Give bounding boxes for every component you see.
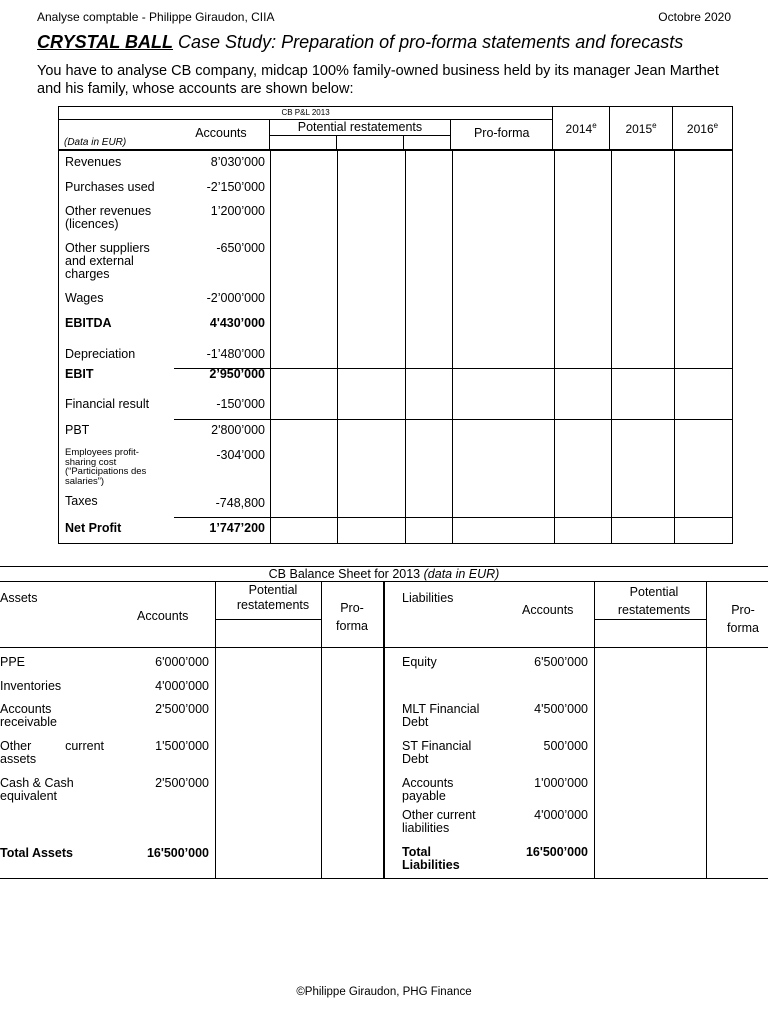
bs-liab-payable: Accounts payable 1'000’000 [402,776,588,803]
pl-row-ebitda: EBITDA 4'430’000 [65,316,265,330]
bs-liab-restatements-header: Potential restatements [617,585,691,617]
pl-row-taxes: Taxes -748,800 [65,494,265,510]
footer-copyright: ©Philippe Giraudon, PHG Finance [296,986,472,998]
pl-row-other-revenues: Other revenues (licences) 1’200’000 [65,204,265,231]
bs-liab-accounts-header: Accounts [522,603,574,617]
title-rest: Case Study: Preparation of pro-forma statements and forecasts [173,32,684,52]
bs-assets-proforma-header: Pro-forma [336,601,368,633]
bs-liab-st-debt: ST Financial Debt 500’000 [402,739,588,766]
bs-caption: CB Balance Sheet for 2013 (data in EUR) [0,567,768,582]
bs-asset-cash: Cash & Cash equivalent 2'500’000 [0,776,209,803]
pl-row-purchases: Purchases used -2’150’000 [65,180,265,194]
year-2014: 2014e [553,107,610,150]
pl-row-net-profit: Net Profit 1’747’200 [65,521,265,535]
bs-liab-total: Total Liabilities 16'500’000 [402,845,588,872]
pl-caption: CB P&L 2013 [59,107,553,120]
pl-row-depreciation: Depreciation -1’480’000 [65,347,265,361]
bs-liabilities-header: Liabilities [402,591,454,605]
bs-liab-equity: Equity 6'500’000 [402,655,588,669]
pl-table [58,106,733,151]
title-company: CRYSTAL BALL [37,32,174,52]
pl-row-pbt: PBT 2'800’000 [65,423,265,437]
pl-body [58,151,733,544]
bs-asset-other-current: Other current assets 1'500’000 [0,739,209,766]
pl-proforma-header: Pro-forma [451,120,553,150]
bs-liab-other-current: Other current liabilities 4'000’000 [402,808,588,835]
bs-asset-total: Total Assets 16'500’000 [0,846,209,860]
pl-row-wages: Wages -2’000’000 [65,291,265,305]
header-author: Analyse comptable - Philippe Giraudon, CIIA [37,10,275,24]
bs-liab-proforma-header: Pro-forma [727,603,759,635]
document-title [37,32,683,53]
pl-row-profit-sharing: Employees profit-sharing cost (“Participations des salaries”) -304’000 [65,447,265,487]
pl-row-revenues: Revenues 8’030’000 [65,155,265,169]
pl-accounts-header: Accounts [173,120,269,150]
bs-asset-inventories: Inventories 4'000’000 [0,679,209,693]
bs-asset-ppe: PPE 6'000’000 [0,655,209,669]
pl-restatements-header: Potential restatements [269,120,451,136]
pl-data-note: (Data in EUR) [64,137,127,148]
header-date: Octobre 2020 [658,10,731,24]
year-2016: 2016e [673,107,733,150]
year-2015: 2015e [610,107,673,150]
bs-assets-restatements-header: Potential restatements [236,583,310,612]
pl-row-financial-result: Financial result -150’000 [65,397,265,411]
bs-assets-accounts-header: Accounts [137,609,189,623]
bs-liab-mlt-debt: MLT Financial Debt 4'500’000 [402,702,588,729]
bs-assets-header: Assets [0,591,38,605]
intro-paragraph: You have to analyse CB company, midcap 100% family-owned business held by its manager Jean Marthet and his family, whose accounts are shown below: [37,63,719,97]
bs-asset-receivables: Accounts receivable 2'500’000 [0,702,209,729]
balance-sheet [0,566,768,879]
pl-row-ebit: EBIT 2’950’000 [65,367,265,381]
pl-row-other-suppliers: Other suppliers and external charges -650’000 [65,241,265,281]
